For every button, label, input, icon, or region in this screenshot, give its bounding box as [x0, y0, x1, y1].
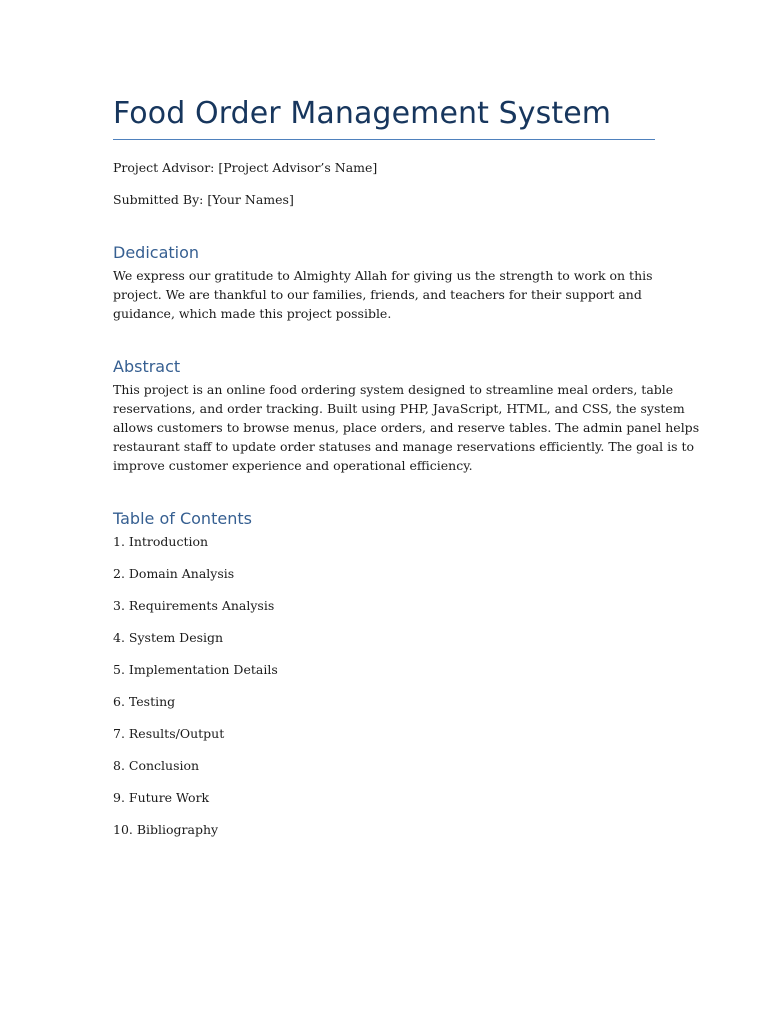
dedication-line: guidance, which made this project possible. [113, 306, 392, 321]
document-title: Food Order Management System [113, 96, 612, 131]
dedication-heading: Dedication [113, 243, 200, 262]
toc-item: 8. Conclusion [113, 758, 200, 773]
toc-item: 2. Domain Analysis [113, 566, 235, 581]
toc-item: 7. Results/Output [113, 726, 225, 741]
toc-item: 9. Future Work [113, 790, 210, 805]
toc-item: 6. Testing [113, 694, 176, 709]
toc-heading: Table of Contents [113, 509, 252, 528]
dedication-line: project. We are thankful to our families, friends, and teachers for their support and [113, 287, 642, 302]
abstract-line: reservations, and order tracking. Built using PHP, JavaScript, HTML, and CSS, the system [113, 401, 685, 416]
toc-item: 3. Requirements Analysis [113, 598, 275, 613]
abstract-heading: Abstract [113, 357, 181, 376]
toc-item: 4. System Design [113, 630, 224, 645]
toc-item: 1. Introduction [113, 534, 209, 549]
abstract-line: This project is an online food ordering system designed to streamline meal orders, table [113, 382, 674, 397]
abstract-line: allows customers to browse menus, place orders, and reserve tables. The admin panel helps [113, 420, 700, 435]
abstract-line: restaurant staff to update order statuses and manage reservations efficiently. The goal is to [113, 439, 695, 454]
project-advisor-line: Project Advisor: [Project Advisor’s Name] [113, 160, 378, 175]
title-underline [113, 139, 655, 140]
submitted-by-line: Submitted By: [Your Names] [113, 192, 294, 207]
abstract-line: improve customer experience and operational efficiency. [113, 458, 473, 473]
dedication-paragraph [113, 266, 655, 323]
dedication-line: We express our gratitude to Almighty Allah for giving us the strength to work on this [113, 268, 653, 283]
abstract-paragraph [113, 380, 700, 475]
toc-item: 10. Bibliography [113, 822, 219, 837]
toc-item: 5. Implementation Details [113, 662, 278, 677]
